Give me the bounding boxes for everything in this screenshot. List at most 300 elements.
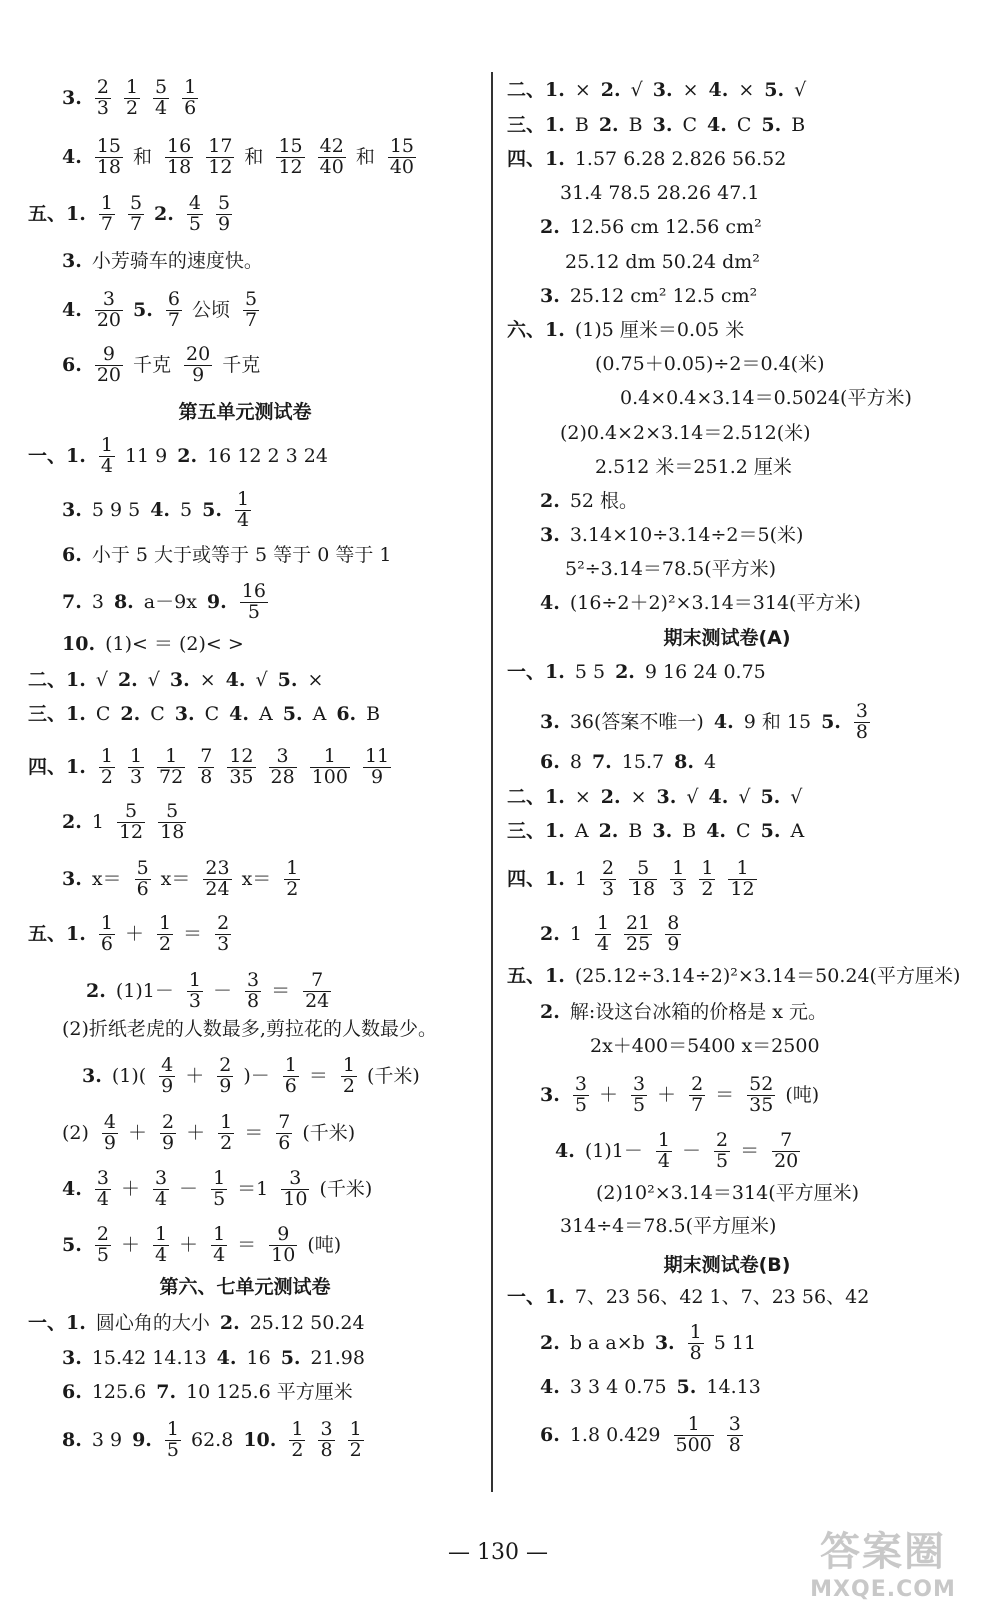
answer-line — [507, 318, 744, 341]
fraction-denominator: 5 — [213, 1187, 226, 1210]
fraction-denominator: 24 — [305, 989, 330, 1012]
fraction — [128, 194, 144, 235]
fraction-numerator: 1 — [342, 1054, 355, 1076]
fraction-numerator: 3 — [276, 745, 289, 767]
answer-text: (千米) — [367, 1065, 420, 1088]
question-number: 五、1. — [28, 923, 86, 946]
fraction-numerator: 4 — [161, 1054, 174, 1076]
fraction-denominator: 2 — [125, 96, 139, 119]
fraction — [284, 859, 300, 900]
fraction — [157, 747, 185, 788]
fraction-numerator: 1 — [166, 1418, 179, 1440]
question-number: 3. — [540, 285, 560, 307]
answer-line — [62, 1017, 437, 1040]
answer-text: × — [630, 786, 647, 808]
fraction-numerator: 4 — [103, 1111, 117, 1133]
answer-text: 10 125.6 平方厘米 — [186, 1381, 353, 1403]
fraction-numerator: 15 — [389, 135, 415, 157]
answer-line — [62, 802, 186, 843]
fraction — [689, 1075, 705, 1116]
answer-text: ＝ — [308, 1065, 328, 1088]
answer-line — [28, 194, 232, 235]
question-number: 2. — [120, 703, 141, 725]
fraction-numerator: 6 — [167, 288, 180, 310]
question-number: 8. — [113, 591, 134, 614]
question-number: 5. — [133, 299, 153, 322]
fraction-denominator: 18 — [167, 155, 192, 178]
fraction-denominator: 24 — [205, 877, 230, 900]
answer-line — [540, 215, 762, 238]
answer-text: － — [681, 1140, 701, 1163]
fraction-denominator: 7 — [129, 212, 143, 235]
fraction-denominator: 72 — [159, 765, 184, 788]
answer-text: × — [682, 79, 699, 101]
fraction-denominator: 4 — [155, 96, 168, 119]
fraction — [215, 914, 231, 955]
fraction-denominator: 100 — [311, 765, 348, 788]
fraction-denominator: 5 — [632, 1093, 646, 1116]
answer-line — [540, 702, 870, 743]
question-number: 四、1. — [507, 148, 565, 170]
fraction-numerator: 1 — [165, 745, 178, 767]
fraction — [727, 1415, 743, 1456]
answer-text: 3 3 4 0.75 — [569, 1376, 667, 1398]
answer-text: 14.13 — [706, 1376, 761, 1398]
fraction-numerator: 5 — [217, 192, 231, 214]
fraction — [318, 137, 346, 178]
answer-text: 25.12 cm² 12.5 cm² — [569, 285, 758, 307]
answer-line — [62, 345, 260, 386]
answer-line — [540, 914, 681, 955]
fraction-denominator: 12 — [118, 820, 144, 843]
fraction-numerator: 1 — [701, 857, 714, 879]
fraction — [624, 914, 652, 955]
answer-line — [507, 113, 805, 136]
fraction-numerator: 5 — [244, 288, 258, 310]
fraction — [243, 290, 259, 331]
fraction — [99, 436, 115, 477]
answer-text: 16 12 2 3 24 — [207, 445, 328, 468]
answer-text: (千米) — [319, 1178, 373, 1201]
answer-text: 5 5 — [574, 661, 606, 683]
answer-line — [540, 1000, 827, 1023]
fraction — [665, 914, 681, 955]
answer-line — [28, 436, 328, 477]
answer-text: ＝ — [271, 980, 291, 1003]
fraction-denominator: 2 — [342, 1074, 355, 1097]
fraction — [699, 859, 715, 900]
fraction-denominator: 9 — [184, 365, 212, 386]
answer-line — [565, 557, 776, 580]
fraction-denominator: 7 — [691, 1093, 704, 1116]
answer-line — [540, 750, 716, 773]
fraction — [153, 78, 169, 119]
answer-text: (千米) — [302, 1122, 356, 1145]
fraction-denominator: 40 — [389, 155, 415, 178]
question-number: 2. — [600, 79, 621, 101]
fraction-numerator: 16 — [241, 580, 266, 602]
fraction — [95, 137, 123, 178]
question-number: 一、1. — [28, 1312, 86, 1334]
answer-text: B — [574, 114, 589, 136]
fraction — [95, 345, 123, 386]
fraction — [235, 490, 251, 531]
answer-text: ＋ — [124, 923, 144, 946]
fraction-denominator: 9 — [103, 1131, 117, 1154]
answer-line — [595, 352, 825, 375]
heading-unit67: 第六、七单元测试卷 — [159, 1276, 331, 1298]
question-number: 5. — [761, 114, 782, 136]
answer-line — [62, 582, 268, 623]
fraction — [153, 1169, 169, 1210]
answer-line — [507, 660, 766, 683]
answer-text: 1 — [574, 868, 587, 891]
fraction — [573, 1075, 589, 1116]
answer-line — [507, 78, 806, 101]
fraction-denominator: 12 — [278, 155, 303, 178]
fraction — [240, 582, 268, 623]
answer-line — [62, 490, 251, 531]
fraction-denominator: 20 — [96, 308, 122, 331]
answer-text: ＝ — [740, 1140, 760, 1163]
fraction — [124, 78, 140, 119]
answer-text: C — [150, 703, 165, 725]
watermark-site: MXQE.COM — [810, 1577, 956, 1602]
fraction — [289, 1420, 305, 1461]
question-number: 4. — [708, 79, 729, 101]
fraction-denominator: 3 — [129, 765, 143, 788]
fraction-numerator: 15 — [96, 135, 122, 157]
fraction — [160, 1113, 176, 1154]
fraction-numerator: 1 — [286, 857, 299, 879]
fraction-numerator: 7 — [780, 1129, 793, 1151]
fraction-numerator: 7 — [278, 1111, 291, 1133]
answer-text: C — [736, 114, 752, 136]
fraction — [656, 1131, 672, 1172]
question-number: 2. — [540, 1001, 560, 1023]
fraction — [747, 1075, 775, 1116]
fraction-numerator: 1 — [687, 1413, 700, 1435]
answer-text: 1 — [91, 811, 104, 834]
answer-text: 31.4 78.5 28.26 47.1 — [560, 182, 760, 204]
answer-text: 2.512 米＝251.2 厘米 — [595, 456, 792, 478]
answer-text: 1.8 0.429 — [569, 1424, 661, 1447]
fraction-numerator: 1 — [213, 1223, 226, 1245]
fraction-denominator: 4 — [100, 454, 113, 477]
answer-line — [507, 859, 757, 900]
fraction-numerator: 42 — [319, 135, 344, 157]
fraction — [227, 747, 255, 788]
fraction — [211, 1225, 227, 1266]
fraction-denominator: 5 — [166, 1438, 179, 1461]
fraction-denominator: 4 — [154, 1243, 168, 1266]
answer-text: C — [736, 820, 751, 842]
fraction-numerator: 9 — [277, 1223, 290, 1245]
fraction-numerator: 1 — [125, 76, 139, 98]
fraction-numerator: 2 — [96, 76, 109, 98]
fraction-numerator: 1 — [236, 488, 250, 510]
fraction — [102, 1113, 118, 1154]
answer-text: 0.4×0.4×3.14＝0.5024(平方米) — [620, 387, 912, 409]
answer-text: (吨) — [307, 1234, 342, 1257]
question-number: 10. — [62, 633, 96, 655]
watermark-logo — [798, 1520, 968, 1602]
page-number: — 130 — — [448, 1540, 548, 1565]
answer-line — [28, 702, 380, 725]
fraction-denominator: 28 — [270, 765, 295, 788]
fraction-numerator: 8 — [667, 912, 680, 934]
fraction-numerator: 1 — [349, 1418, 362, 1440]
answer-text: √ — [255, 669, 268, 691]
answer-text: 1 — [569, 923, 582, 946]
answer-line — [565, 250, 760, 273]
answer-text: ＋ — [598, 1084, 618, 1107]
fraction-denominator: 9 — [162, 1131, 175, 1154]
column-divider — [491, 72, 493, 1492]
question-number: 4. — [229, 703, 250, 725]
fraction-numerator: 21 — [626, 912, 651, 934]
answer-text: 千克 — [133, 354, 172, 377]
answer-text: B — [628, 820, 643, 842]
fraction-numerator: 2 — [601, 857, 615, 879]
question-number: 6. — [62, 354, 82, 377]
question-number: 四、1. — [28, 756, 86, 779]
question-number: 3. — [654, 1332, 675, 1355]
answer-text: × — [199, 669, 216, 691]
fraction-numerator: 2 — [715, 1129, 729, 1151]
fraction-numerator: 3 — [96, 1167, 109, 1189]
answer-text: (1)( — [111, 1065, 147, 1088]
question-number: 5. — [676, 1376, 697, 1398]
fraction-numerator: 1 — [100, 745, 113, 767]
fraction-numerator: 52 — [749, 1073, 774, 1095]
question-number: 5. — [280, 1347, 301, 1369]
answer-text: x＝ — [241, 868, 272, 891]
question-number: 7. — [62, 591, 82, 614]
answer-line — [62, 78, 198, 119]
answer-text: (2)折纸老虎的人数最多,剪拉花的人数最少。 — [62, 1018, 437, 1040]
answer-text: C — [682, 114, 698, 136]
fraction-numerator: 1 — [220, 1111, 233, 1133]
question-number: 6. — [540, 751, 560, 773]
fraction-numerator: 1 — [736, 857, 749, 879]
answer-line — [620, 386, 912, 409]
fraction-numerator: 3 — [855, 700, 868, 722]
question-number: 2. — [86, 980, 106, 1003]
question-number: 三、1. — [507, 114, 565, 136]
fraction — [95, 78, 111, 119]
answer-line — [62, 1225, 341, 1266]
answer-text: (2)0.4×2×3.14＝2.512(米) — [560, 422, 811, 444]
fraction-denominator: 2 — [158, 932, 172, 955]
question-number: 4. — [706, 820, 727, 842]
answer-text: 小于 5 大于或等于 5 等于 0 等于 1 — [91, 544, 392, 566]
question-number: 5. — [760, 786, 781, 808]
question-number: 7. — [591, 751, 612, 773]
question-number: 9. — [206, 591, 227, 614]
fraction-denominator: 40 — [319, 155, 344, 178]
fraction-denominator: 6 — [184, 96, 197, 119]
fraction — [206, 137, 234, 178]
fraction-numerator: 3 — [320, 1418, 333, 1440]
answer-text: ＋ — [657, 1084, 677, 1107]
question-number: 2. — [540, 923, 560, 946]
question-number: 3. — [540, 524, 560, 546]
fraction-numerator: 1 — [213, 1167, 226, 1189]
fraction-numerator: 1 — [129, 745, 143, 767]
fraction-numerator: 5 — [136, 857, 149, 879]
question-number: 2. — [62, 811, 82, 834]
fraction — [128, 747, 144, 788]
answer-text: b a a×b — [569, 1332, 645, 1355]
heading-unit5: 第五单元测试卷 — [178, 401, 312, 423]
fraction — [165, 137, 193, 178]
question-number: 3. — [540, 1084, 560, 1107]
fraction-denominator: 8 — [246, 989, 260, 1012]
fraction-numerator: 3 — [154, 1167, 168, 1189]
answer-text: 9 和 15 — [743, 711, 812, 734]
question-number: 3. — [62, 1347, 82, 1369]
fraction — [99, 914, 115, 955]
question-number: 六、1. — [507, 319, 565, 341]
fraction-denominator: 7 — [244, 308, 258, 331]
question-number: 四、1. — [507, 868, 565, 891]
fraction-numerator: 7 — [200, 745, 213, 767]
answer-text: √ — [95, 669, 108, 691]
answer-text: (1)1－ — [115, 980, 174, 1003]
question-number: 三、1. — [507, 820, 565, 842]
answer-text: × — [307, 669, 324, 691]
answer-text: 2x＋400＝5400 x＝2500 — [590, 1035, 820, 1057]
answer-text: 25.12 50.24 — [249, 1312, 365, 1334]
fraction-numerator: 1 — [284, 1054, 297, 1076]
answer-line — [507, 1285, 869, 1308]
fraction — [310, 747, 350, 788]
fraction — [187, 971, 203, 1012]
question-number: 4. — [708, 786, 729, 808]
fraction-denominator: 20 — [774, 1149, 799, 1172]
question-number: 三、1. — [28, 703, 86, 725]
fraction-denominator: 4 — [236, 508, 250, 531]
fraction-denominator: 7 — [167, 308, 180, 331]
fraction-denominator: 9 — [217, 212, 231, 235]
fraction-numerator: 17 — [208, 135, 233, 157]
fraction — [276, 1113, 292, 1154]
fraction — [135, 859, 151, 900]
question-number: 2. — [540, 490, 560, 512]
fraction — [158, 802, 186, 843]
fraction-numerator: 1 — [100, 434, 113, 456]
answer-text: 和 — [355, 146, 375, 169]
answer-text: C — [95, 703, 111, 725]
answer-text: ＋ — [186, 1122, 206, 1145]
fraction-numerator: 1 — [672, 857, 685, 879]
answer-line — [507, 819, 804, 842]
fraction-denominator: 35 — [749, 1093, 774, 1116]
answer-line — [540, 1375, 761, 1398]
answer-text: 3 9 — [91, 1429, 123, 1452]
question-number: 4. — [216, 1347, 237, 1369]
answer-text: ＋ — [120, 1234, 140, 1257]
question-number: 10. — [243, 1429, 277, 1452]
answer-line — [595, 455, 792, 478]
fraction-denominator: 8 — [200, 765, 213, 788]
fraction-numerator: 16 — [167, 135, 192, 157]
question-number: 5. — [277, 669, 298, 691]
question-number: 6. — [62, 544, 82, 566]
answer-line — [540, 284, 757, 307]
answer-text: ＋ — [128, 1122, 148, 1145]
question-number: 3. — [652, 820, 673, 842]
fraction — [95, 290, 123, 331]
answer-line — [507, 964, 960, 987]
heading-final-a: 期末测试卷(A) — [663, 627, 791, 649]
answer-text: 15.42 14.13 — [91, 1347, 207, 1369]
answer-text: 314÷4＝78.5(平方厘米) — [560, 1215, 777, 1237]
fraction — [303, 971, 331, 1012]
fraction-numerator: 1 — [657, 1129, 670, 1151]
question-number: 3. — [82, 1065, 102, 1088]
fraction — [157, 914, 173, 955]
answer-text: A — [259, 703, 273, 725]
question-number: 4. — [540, 1376, 560, 1398]
fraction — [631, 1075, 647, 1116]
fraction — [348, 1420, 364, 1461]
answer-text: 公顷 — [191, 299, 230, 322]
answer-text: 4 — [703, 751, 717, 773]
fraction — [341, 1056, 357, 1097]
answer-text: A — [790, 820, 805, 842]
answer-text: ＝ — [715, 1084, 735, 1107]
fraction-denominator: 18 — [631, 877, 656, 900]
fraction — [117, 802, 145, 843]
fraction-denominator: 3 — [672, 877, 685, 900]
question-number: 6. — [62, 1381, 82, 1403]
answer-text: 5 9 5 — [91, 499, 141, 522]
answer-text: √ — [794, 79, 807, 101]
fraction-denominator: 9 — [161, 1074, 174, 1097]
answer-text: 解:设这台冰箱的价格是 x 元。 — [569, 1001, 828, 1023]
answer-line — [62, 249, 263, 272]
answer-text: (1)5 厘米＝0.05 米 — [574, 319, 745, 341]
fraction-numerator: 3 — [574, 1073, 587, 1095]
question-number: 2. — [615, 661, 635, 683]
fraction — [629, 859, 657, 900]
answer-text: (1)1－ — [584, 1140, 643, 1163]
answer-text: 和 — [244, 146, 264, 169]
answer-line — [555, 1131, 800, 1172]
fraction-numerator: 5 — [637, 857, 650, 879]
answer-text: ＝ — [237, 1234, 257, 1257]
answer-line — [540, 1075, 819, 1116]
fraction-numerator: 2 — [162, 1111, 175, 1133]
answer-text: B — [628, 114, 643, 136]
question-number: 2. — [540, 216, 560, 238]
answer-text: － — [179, 1178, 199, 1201]
fraction — [728, 859, 756, 900]
question-number: 二、1. — [507, 786, 565, 808]
answer-text: √ — [630, 79, 643, 101]
question-number: 五、1. — [28, 203, 86, 226]
fraction — [99, 747, 115, 788]
answer-text: 3.14×10÷3.14÷2＝5(米) — [569, 524, 804, 546]
fraction-denominator: 6 — [100, 932, 113, 955]
answer-text: (25.12÷3.14÷2)²×3.14＝50.24(平方厘米) — [574, 965, 961, 987]
fraction-denominator: 2 — [100, 765, 113, 788]
fraction-numerator: 3 — [102, 288, 115, 310]
answer-line — [540, 489, 638, 512]
answer-line — [540, 1323, 756, 1364]
